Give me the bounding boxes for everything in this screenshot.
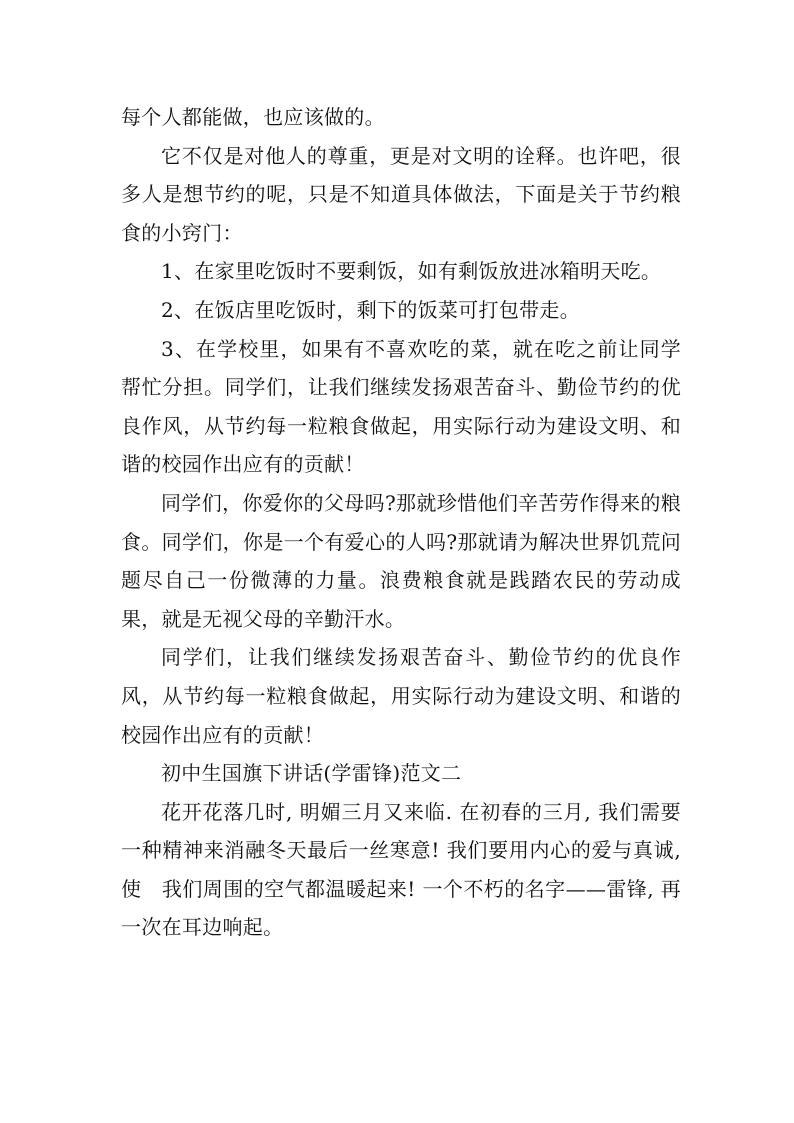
tip-item-3: 3、在学校里，如果有不喜欢吃的菜，就在吃之前让同学帮忙分担。同学们，让我们继续发扬艰苦奋斗、勤俭节约的优良作风，从节约每一粒粮食做起，用实际行动为建设文明、和谐的校园作出应有的贡献！ — [121, 336, 681, 477]
tip-item-2: 2、在饭店里吃饭时，剩下的饭菜可打包带走。 — [161, 297, 581, 322]
paragraph-continuation: 每个人都能做，也应该做的。 — [121, 105, 385, 129]
tip-item-1: 1、在家里吃饭时不要剩饭，如有剩饭放进冰箱明天吃。 — [161, 259, 662, 284]
paragraph-lei-feng: 花开花落几时, 明媚三月又来临. 在初春的三月, 我们需要一种精神来消融冬天最后一丝寒意! 我们要用内心的爱与真诚, 使 我们周围的空气都温暖起来! 一个不朽的名字——雷锋, 再一次在耳边响起。 — [121, 799, 681, 940]
paragraph-conclusion: 同学们，让我们继续发扬艰苦奋斗、勤俭节约的优良作风，从节约每一粒粮食做起，用实际行动为建设文明、和谐的校园作出应有的贡献！ — [121, 645, 681, 747]
section-heading: 初中生国旗下讲话(学雷锋)范文二 — [161, 761, 462, 786]
paragraph-respect: 它不仅是对他人的尊重，更是对文明的诠释。也许吧，很多人是想节约的呢，只是不知道具体做法，下面是关于节约粮食的小窍门： — [121, 143, 681, 245]
paragraph-parents: 同学们，你爱你的父母吗?那就珍惜他们辛苦劳作得来的粮食。同学们，你是一个有爱心的人吗?那就请为解决世界饥荒问题尽自己一份微薄的力量。浪费粮食就是践踏农民的劳动成果，就是无视父母的辛勤汗水。 — [121, 490, 681, 631]
document-body — [121, 98, 681, 947]
